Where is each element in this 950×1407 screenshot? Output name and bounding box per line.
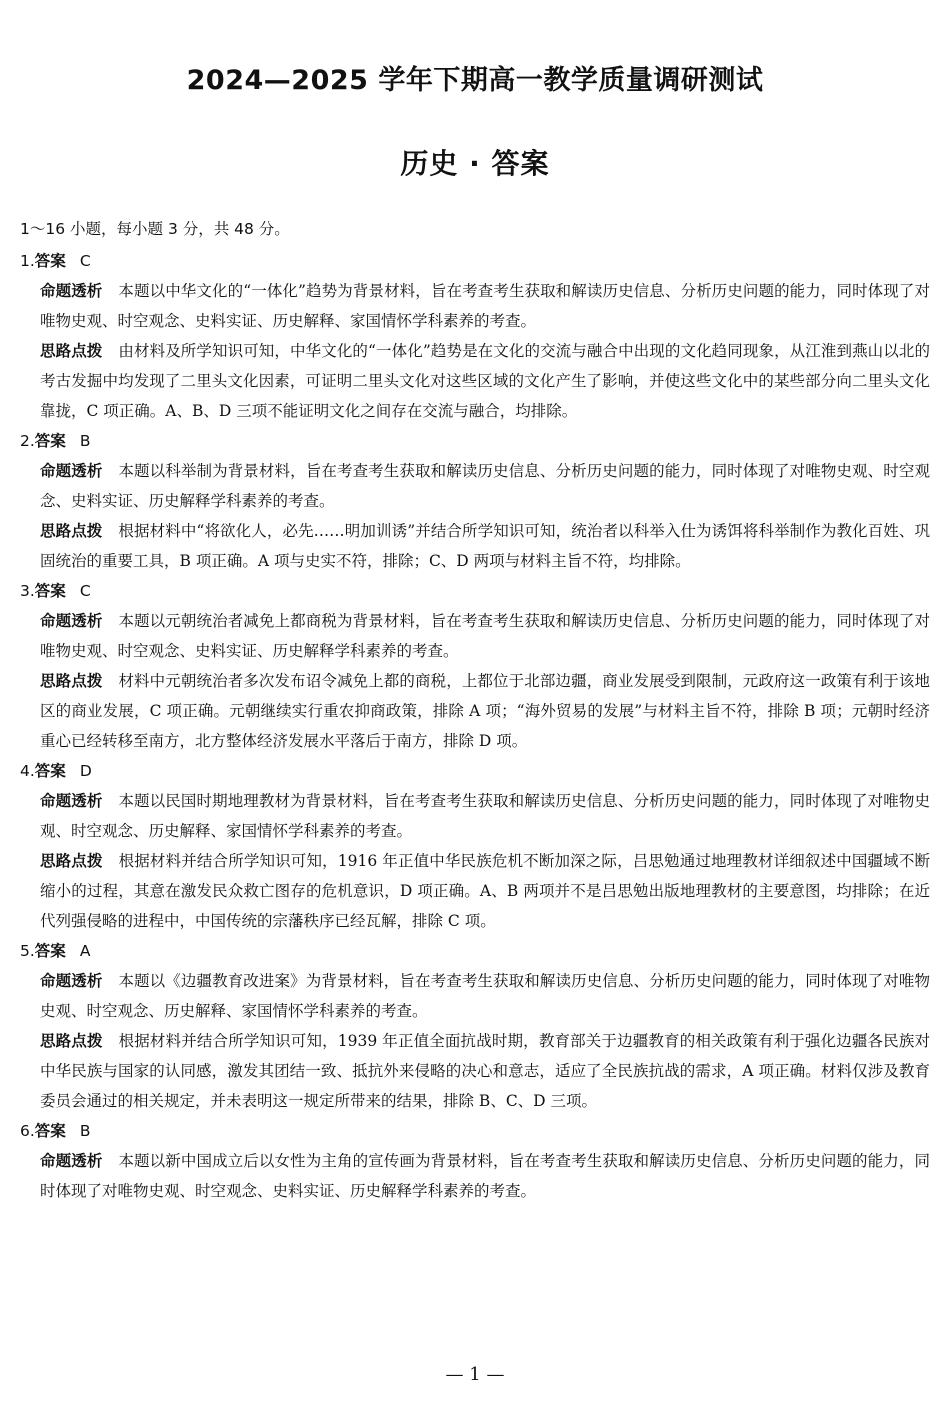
question-block — [20, 246, 930, 426]
answer-label: 答案 — [34, 582, 66, 600]
question-block — [20, 576, 930, 756]
hint-paragraph — [20, 666, 930, 756]
analysis-paragraph — [20, 966, 930, 1026]
answer-label: 答案 — [34, 252, 66, 270]
page-subtitle: 历史 · 答案 — [400, 147, 550, 180]
answer-value: C — [79, 582, 91, 600]
hint-text: 材料中元朝统治者多次发布诏令减免上都的商税，上都位于北部边疆，商业发展受到限制，元政府这一政策有利于该地区的商业发展，C 项正确。元朝继续实行重农抑商政策，排除 A 项；“海外贸易的发展”与材料主旨不符，排除 B 项；元朝时经济重心已经转移至南方，北方整体经济发展水平落后于南方，排除 D 项。 — [40, 672, 930, 750]
analysis-label: 命题透析 — [40, 972, 103, 990]
question-block — [20, 1116, 930, 1206]
analysis-text: 本题以元朝统治者减免上都商税为背景材料，旨在考查考生获取和解读历史信息、分析历史问题的能力，同时体现了对唯物史观、时空观念、史料实证、历史解释学科素养的考查。 — [40, 612, 930, 660]
hint-paragraph — [20, 1026, 930, 1116]
answer-label: 答案 — [34, 942, 66, 960]
question-number: 1. — [20, 252, 35, 270]
answer-value: B — [79, 432, 91, 450]
hint-label: 思路点拨 — [40, 852, 103, 870]
page-title: 2024—2025 学年下期高一教学质量调研测试 — [186, 65, 764, 96]
question-answer-line — [20, 936, 930, 966]
analysis-label: 命题透析 — [40, 1152, 103, 1170]
analysis-paragraph — [20, 276, 930, 336]
hint-paragraph — [20, 846, 930, 936]
question-number: 2. — [20, 432, 35, 450]
answer-label: 答案 — [34, 762, 66, 780]
hint-text: 根据材料中“将欲化人，必先……明加训诱”并结合所学知识可知，统治者以科举入仕为诱饵将科举制作为教化百姓、巩固统治的重要工具，B 项正确。A 项与史实不符，排除；C、D 两项与材料主旨不符，均排除。 — [40, 522, 930, 570]
question-answer-line — [20, 246, 930, 276]
question-number: 5. — [20, 942, 35, 960]
question-number: 4. — [20, 762, 35, 780]
analysis-paragraph — [20, 606, 930, 666]
analysis-paragraph — [20, 1146, 930, 1206]
analysis-label: 命题透析 — [40, 792, 103, 810]
hint-label: 思路点拨 — [40, 1032, 103, 1050]
question-answer-line — [20, 426, 930, 456]
analysis-label: 命题透析 — [40, 282, 103, 300]
answer-value: A — [79, 942, 91, 960]
section-intro: 1～16 小题，每小题 3 分，共 48 分。 — [20, 220, 290, 238]
answer-value: D — [79, 762, 92, 780]
page-number: — 1 — — [445, 1364, 505, 1385]
hint-label: 思路点拨 — [40, 672, 103, 690]
hint-text: 根据材料并结合所学知识可知，1939 年正值全面抗战时期，教育部关于边疆教育的相关政策有利于强化边疆各民族对中华民族与国家的认同感，激发其团结一致、抵抗外来侵略的决心和意志，适应了全民族抗战的需求，A 项正确。材料仅涉及教育委员会通过的相关规定，并未表明这一规定所带来的结果，排除 B、C、D 三项。 — [40, 1032, 930, 1110]
question-number: 6. — [20, 1122, 35, 1140]
analysis-text: 本题以《边疆教育改进案》为背景材料，旨在考查考生获取和解读历史信息、分析历史问题的能力，同时体现了对唯物史观、时空观念、历史解释、家国情怀学科素养的考查。 — [40, 972, 930, 1020]
question-number: 3. — [20, 582, 35, 600]
analysis-text: 本题以科举制为背景材料，旨在考查考生获取和解读历史信息、分析历史问题的能力，同时体现了对唯物史观、时空观念、史料实证、历史解释学科素养的考查。 — [40, 462, 930, 510]
hint-paragraph — [20, 516, 930, 576]
analysis-paragraph — [20, 786, 930, 846]
answer-value: C — [79, 252, 91, 270]
hint-label: 思路点拨 — [40, 522, 103, 540]
answer-value: B — [79, 1122, 91, 1140]
question-answer-line — [20, 576, 930, 606]
question-block — [20, 756, 930, 936]
question-answer-line — [20, 756, 930, 786]
hint-text: 根据材料并结合所学知识可知，1916 年正值中华民族危机不断加深之际，吕思勉通过地理教材详细叙述中国疆域不断缩小的过程，其意在激发民众救亡图存的危机意识，D 项正确。A、B 两项并不是吕思勉出版地理教材的主要意图，均排除；在近代列强侵略的进程中，中国传统的宗藩秩序已经瓦解，排除 C 项。 — [40, 852, 930, 930]
analysis-paragraph — [20, 456, 930, 516]
analysis-text: 本题以民国时期地理教材为背景材料，旨在考查考生获取和解读历史信息、分析历史问题的能力，同时体现了对唯物史观、时空观念、历史解释、家国情怀学科素养的考查。 — [40, 792, 930, 840]
question-block — [20, 936, 930, 1116]
answer-label: 答案 — [34, 432, 66, 450]
hint-text: 由材料及所学知识可知，中华文化的“一体化”趋势是在文化的交流与融合中出现的文化趋同现象，从江淮到燕山以北的考古发掘中均发现了二里头文化因素，可证明二里头文化对这些区域的文化产生了影响，并使这些文化中的某些部分向二里头文化靠拢，C 项正确。A、B、D 三项不能证明文化之间存在交流与融合，均排除。 — [40, 342, 930, 420]
hint-label: 思路点拨 — [40, 342, 103, 360]
answer-label: 答案 — [34, 1122, 66, 1140]
hint-paragraph — [20, 336, 930, 426]
analysis-label: 命题透析 — [40, 462, 103, 480]
answer-content — [20, 214, 930, 1206]
analysis-text: 本题以新中国成立后以女性为主角的宣传画为背景材料，旨在考查考生获取和解读历史信息、分析历史问题的能力，同时体现了对唯物史观、时空观念、史料实证、历史解释学科素养的考查。 — [40, 1152, 930, 1200]
analysis-label: 命题透析 — [40, 612, 103, 630]
question-block — [20, 426, 930, 576]
question-answer-line — [20, 1116, 930, 1146]
analysis-text: 本题以中华文化的“一体化”趋势为背景材料，旨在考查考生获取和解读历史信息、分析历史问题的能力，同时体现了对唯物史观、时空观念、史料实证、历史解释、家国情怀学科素养的考查。 — [40, 282, 930, 330]
